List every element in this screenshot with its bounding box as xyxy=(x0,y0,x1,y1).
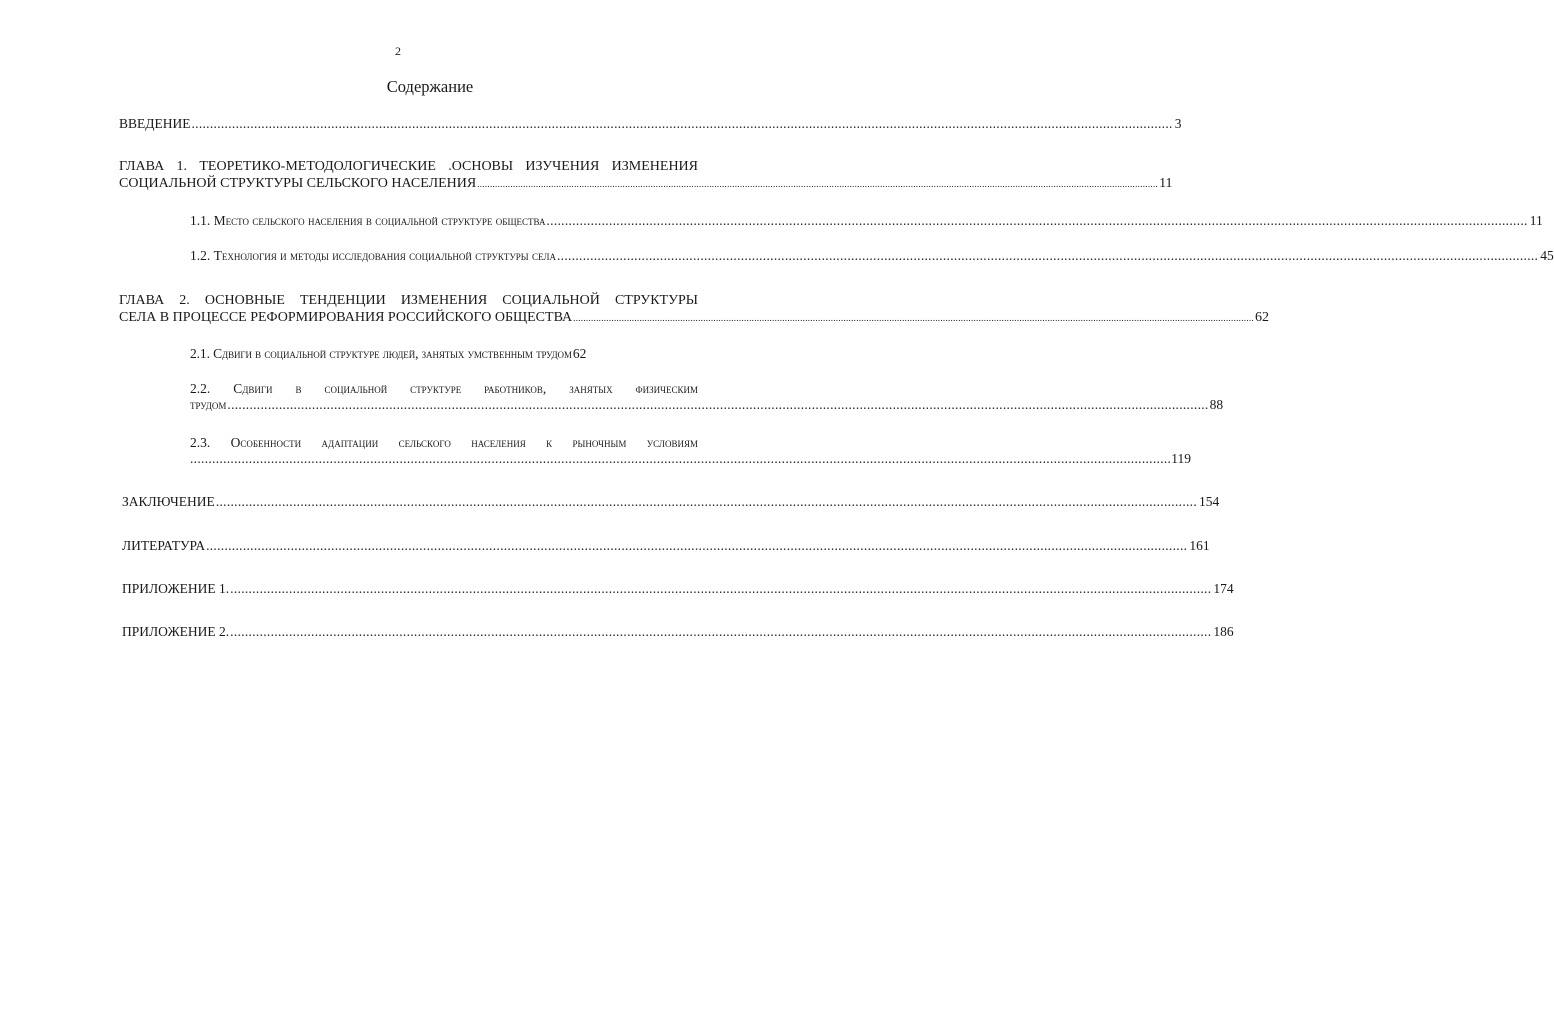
leader-dots: ........................................................................................................................................................................................................................................................................... xyxy=(227,397,1209,412)
leader-dots: ........................................................................................................................................................................................................................................................................... xyxy=(557,248,1539,263)
toc-entry-label: ВВЕДЕНИЕ xyxy=(119,116,191,131)
toc-entry-label: 1.2. Технология и методы исследования социальной структуры села xyxy=(190,248,556,263)
toc-entry-line2: трудом xyxy=(190,397,227,412)
toc-entry-literature[interactable] xyxy=(122,538,1210,554)
toc-title: Содержание xyxy=(386,77,474,96)
toc-entry-page: 11 xyxy=(1159,176,1173,191)
toc-entry-label: 1.1. Место сельского населения в социальной структуре общества xyxy=(190,213,546,228)
toc-entry-label: ПРИЛОЖЕНИЕ 2. xyxy=(122,624,230,639)
leader-dots: ........................................................................................................................................................................................................................................................................... xyxy=(190,451,1172,466)
toc-entry-introduction[interactable] xyxy=(119,116,1182,132)
toc-entry-section-1-1[interactable] xyxy=(190,213,1543,229)
toc-entry-page: 3 xyxy=(1174,116,1182,131)
leader-dots: ........................................................................................................................................................................................................................................................................... xyxy=(546,213,1528,228)
toc-entry-page: 154 xyxy=(1199,494,1220,509)
toc-entry-conclusion[interactable] xyxy=(122,494,1220,510)
toc-entry-section-2-2[interactable] xyxy=(190,381,1224,413)
toc-entry-section-1-2[interactable] xyxy=(190,248,1554,264)
leader-dots: ........................................................................................................................................................................................................................................................................... xyxy=(477,179,1159,189)
toc-entry-line1: ГЛАВА 1. ТЕОРЕТИКО-МЕТОДОЛОГИЧЕСКИЕ .ОСНОВЫ ИЗУЧЕНИЯ ИЗМЕНЕНИЯ xyxy=(119,159,698,174)
toc-entry-section-2-3[interactable] xyxy=(190,435,1191,467)
toc-entry-page: 174 xyxy=(1213,581,1234,596)
toc-entry-label: 2.1. Сдвиги в социальной структуре людей, занятых умственным трудом xyxy=(190,346,572,361)
toc-entry-appendix-2[interactable] xyxy=(122,624,1234,640)
toc-entry-page: 11 xyxy=(1529,213,1543,228)
toc-entry-line1: ГЛАВА 2. ОСНОВНЫЕ ТЕНДЕНЦИИ ИЗМЕНЕНИЯ СОЦИАЛЬНОЙ СТРУКТУРЫ xyxy=(119,293,698,308)
toc-entry-chapter-1[interactable] xyxy=(119,158,1173,193)
toc-entry-page: 186 xyxy=(1213,624,1234,639)
toc-entry-chapter-2[interactable] xyxy=(119,292,1269,327)
toc-entry-label: ЛИТЕРАТУРА xyxy=(122,538,206,553)
toc-entry-appendix-1[interactable] xyxy=(122,581,1234,597)
toc-entry-section-2-1[interactable] xyxy=(190,346,698,362)
toc-entry-page: 62 xyxy=(572,346,587,361)
toc-entry-label: ЗАКЛЮЧЕНИЕ xyxy=(122,494,215,509)
toc-entry-page: 88 xyxy=(1209,397,1224,412)
leader-dots: ........................................................................................................................................................................................................................................................................... xyxy=(230,624,1212,639)
leader-dots: ........................................................................................................................................................................................................................................................................... xyxy=(573,313,1254,323)
leader-dots: ........................................................................................................................................................................................................................................................................... xyxy=(215,494,1198,509)
toc-entry-page: 45 xyxy=(1540,248,1554,263)
toc-entry-line2: СЕЛА В ПРОЦЕССЕ РЕФОРМИРОВАНИЯ РОССИЙСКОГО ОБЩЕСТВА xyxy=(119,310,573,325)
toc-entry-page: 161 xyxy=(1189,538,1210,553)
leader-dots: ........................................................................................................................................................................................................................................................................... xyxy=(191,116,1173,131)
page-number: 2 xyxy=(395,44,401,58)
toc-entry-line1: 2.3. Особенности адаптации сельского населения к рыночным условиям xyxy=(190,435,698,450)
toc-entry-line1: 2.2. Сдвиги в социальной структуре работников, занятых физическим xyxy=(190,381,698,396)
toc-entry-page: 62 xyxy=(1255,310,1269,325)
toc-entry-page: 119 xyxy=(1171,451,1191,466)
leader-dots: ........................................................................................................................................................................................................................................................................... xyxy=(206,538,1188,553)
toc-entry-label: ПРИЛОЖЕНИЕ 1. xyxy=(122,581,230,596)
toc-entry-line2: СОЦИАЛЬНОЙ СТРУКТУРЫ СЕЛЬСКОГО НАСЕЛЕНИЯ xyxy=(119,176,477,191)
leader-dots: ........................................................................................................................................................................................................................................................................... xyxy=(230,581,1212,596)
